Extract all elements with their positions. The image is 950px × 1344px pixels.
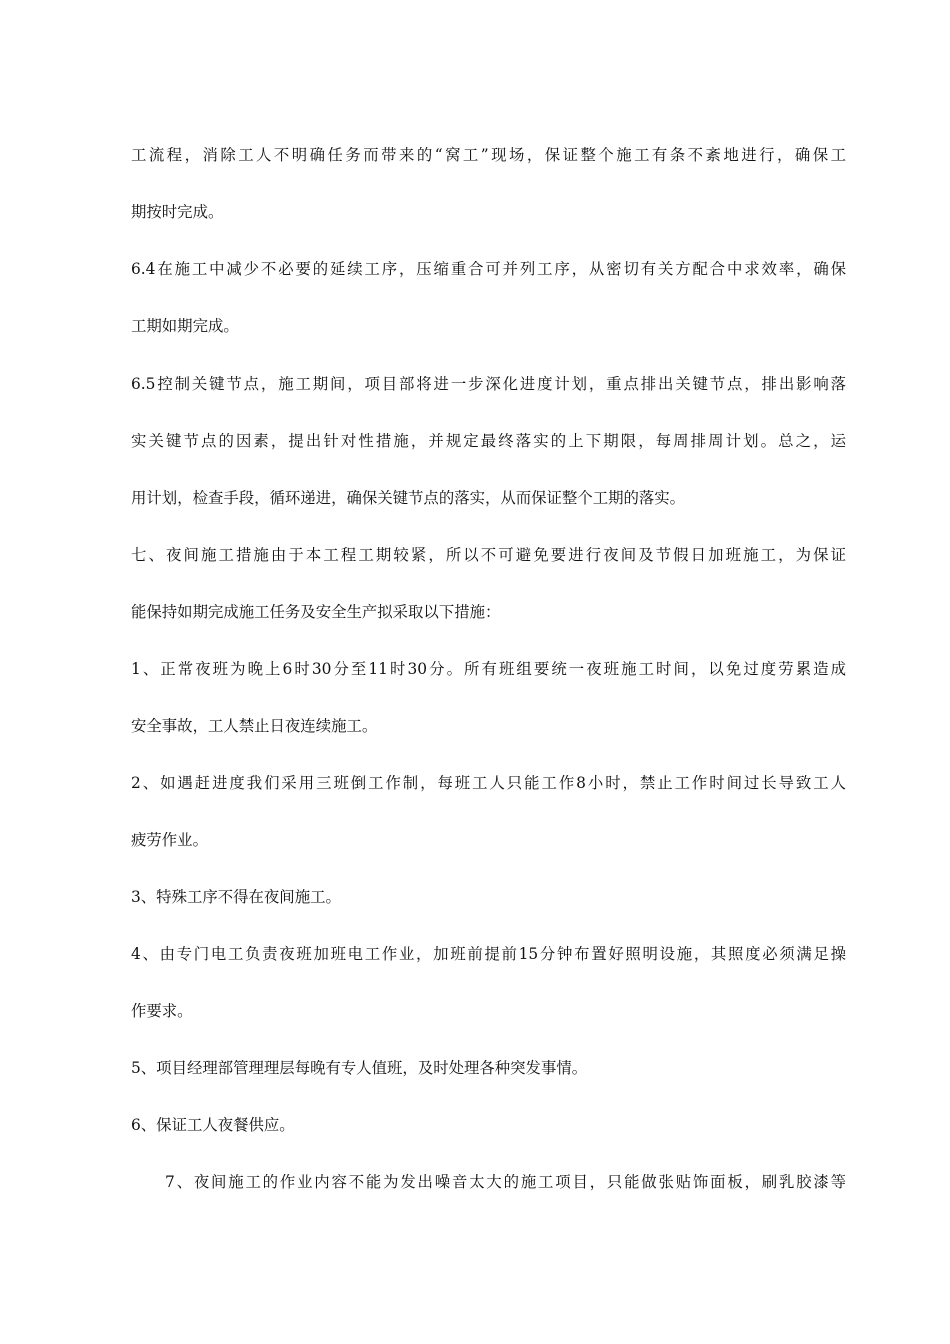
text-line: 1、正常夜班为晚上6时30分至11时30分。所有班组要统一夜班施工时间，以免过度劳累造成 xyxy=(131,660,846,678)
text-line: 6.4在施工中减少不必要的延续工序，压缩重合可并列工序，从密切有关方配合中求效率，确保 xyxy=(131,260,846,278)
text-line: 七、夜间施工措施由于本工程工期较紧，所以不可避免要进行夜间及节假日加班施工，为保证 xyxy=(131,546,846,564)
text-line: 作要求。 xyxy=(131,1002,193,1020)
text-line: 5、项目经理部管理理层每晚有专人值班，及时处理各种突发事情。 xyxy=(131,1059,588,1077)
text-line: 期按时完成。 xyxy=(131,203,224,221)
text-line: 实关键节点的因素，提出针对性措施，并规定最终落实的上下期限，每周排周计划。总之，运 xyxy=(131,432,846,450)
text-line: 工流程，消除工人不明确任务而带来的“窝工”现场，保证整个施工有条不紊地进行，确保工 xyxy=(131,146,846,164)
text-line: 3、特殊工序不得在夜间施工。 xyxy=(131,888,341,906)
text-line: 2、如遇赶进度我们采用三班倒工作制，每班工人只能工作8小时，禁止工作时间过长导致工人 xyxy=(131,774,846,792)
text-line: 安全事故，工人禁止日夜连续施工。 xyxy=(131,717,378,735)
text-line: 用计划，检查手段，循环递进，确保关键节点的落实，从而保证整个工期的落实。 xyxy=(131,489,686,507)
text-line: 4、由专门电工负责夜班加班电工作业，加班前提前15分钟布置好照明设施，其照度必须满足操 xyxy=(131,945,846,963)
text-line: 6.5控制关键节点，施工期间，项目部将进一步深化进度计划，重点排出关键节点，排出影响落 xyxy=(131,375,846,393)
text-line: 6、保证工人夜餐供应。 xyxy=(131,1116,295,1134)
text-line: 7、夜间施工的作业内容不能为发出噪音太大的施工项目，只能做张贴饰面板，刷乳胶漆等 xyxy=(165,1173,846,1191)
text-line: 疲劳作业。 xyxy=(131,831,208,849)
text-line: 能保持如期完成施工任务及安全生产拟采取以下措施： xyxy=(131,603,501,621)
text-line: 工期如期完成。 xyxy=(131,317,239,335)
